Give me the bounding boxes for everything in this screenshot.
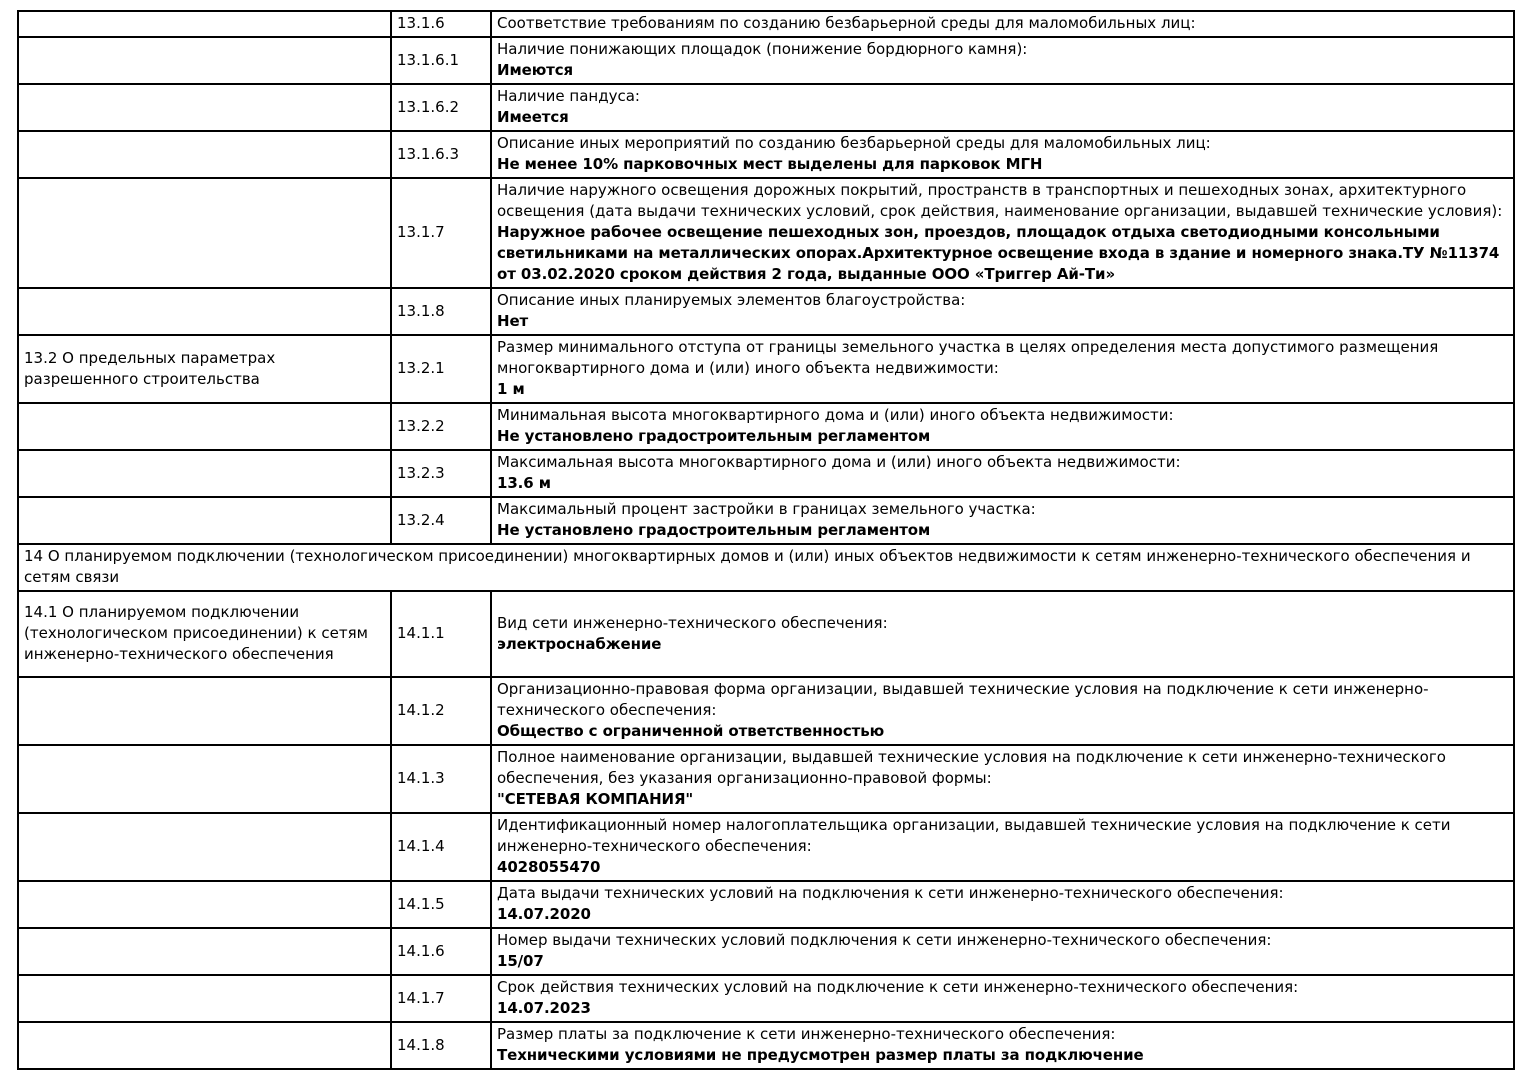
item-number-text: 13.1.8 [397, 301, 445, 320]
table-row [18, 37, 1514, 84]
question-text: Полное наименование организации, выдавшей технические условия на подключение к сети инженерно-технического обеспечения, без указания организационно-правовой формы: [497, 748, 1446, 787]
item-number-cell [391, 813, 491, 881]
item-number-cell [391, 131, 491, 178]
section-header-row [18, 544, 1514, 591]
item-number-cell [391, 745, 491, 813]
section-label-cell [18, 745, 391, 813]
section-label-cell [18, 288, 391, 335]
item-number-text: 14.1.4 [397, 837, 445, 855]
question-text: Организационно-правовая форма организации, выдавшей технические условия на подключение к сети инженерно-технического обеспечения: [497, 680, 1429, 719]
answer-text: 13.6 м [497, 474, 551, 492]
answer-text: 14.07.2020 [497, 905, 591, 923]
table-row [18, 928, 1514, 975]
table-row [18, 497, 1514, 544]
item-number-cell [391, 591, 491, 677]
item-number-cell [391, 928, 491, 975]
table-row [18, 881, 1514, 928]
question-text: Максимальная высота многоквартирного дома и (или) иного объекта недвижимости: [497, 453, 1181, 471]
item-number-text: 13.2.4 [397, 510, 445, 529]
item-content-cell [491, 11, 1514, 37]
question-text: Наличие пандуса: [497, 87, 640, 105]
item-content-cell [491, 178, 1514, 288]
section-label-cell [18, 677, 391, 745]
item-number-cell [391, 403, 491, 450]
section-label-text: 13.2 О предельных параметрах разрешенного строительства [24, 348, 276, 388]
section-label-cell [18, 450, 391, 497]
item-number-cell [391, 1022, 491, 1069]
item-number-cell [391, 288, 491, 335]
answer-text: 4028055470 [497, 858, 601, 876]
question-text: Идентификационный номер налогоплательщика организации, выдавшей технические условия на подключение к сети инженерно-технического обеспечения: [497, 816, 1451, 855]
item-number-text: 13.2.1 [397, 359, 445, 377]
item-content-cell [491, 335, 1514, 403]
item-content-cell [491, 677, 1514, 745]
question-text: Размер минимального отступа от границы земельного участка в целях определения места допустимого размещения многоквартирного дома и (или) иного объекта недвижимости: [497, 338, 1439, 377]
table-row [18, 11, 1514, 37]
table-row [18, 975, 1514, 1022]
item-content-cell [491, 497, 1514, 544]
table-row [18, 288, 1514, 335]
answer-text: Имеются [497, 61, 574, 79]
item-content-cell [491, 745, 1514, 813]
item-content-cell [491, 928, 1514, 975]
section-label-cell [18, 178, 391, 288]
item-content-cell [491, 975, 1514, 1022]
item-content-cell [491, 881, 1514, 928]
section-label-cell [18, 131, 391, 178]
item-content-cell [491, 591, 1514, 677]
item-number-cell [391, 84, 491, 131]
answer-text: электроснабжение [497, 634, 662, 653]
question-text: Максимальный процент застройки в границах земельного участка: [497, 500, 1036, 518]
item-number-cell [391, 497, 491, 544]
item-number-text: 14.1.5 [397, 894, 445, 913]
answer-text: Не установлено градостроительным регламентом [497, 521, 931, 539]
question-text: Дата выдачи технических условий на подключения к сети инженерно-технического обеспечения: [497, 884, 1284, 902]
item-number-text: 13.1.6 [397, 14, 445, 32]
section-label-cell [18, 1022, 391, 1069]
answer-text: Имеется [497, 108, 569, 126]
item-number-text: 13.2.3 [397, 463, 445, 482]
answer-text: 14.07.2023 [497, 999, 591, 1017]
section-label-cell [18, 11, 391, 37]
table-row [18, 178, 1514, 288]
item-number-text: 13.2.2 [397, 416, 445, 435]
item-number-cell [391, 677, 491, 745]
item-number-text: 13.1.7 [397, 223, 445, 241]
answer-text: Наружное рабочее освещение пешеходных зон, проездов, площадок отдыха светодиодными консольными светильниками на металлических опорах.Архитектурное освещение входа в здание и номерного знака.ТУ №11374 от 03.02.2020 сроком действия 2 года, выданные ООО «Триггер Ай-Ти» [497, 223, 1500, 283]
question-text: Описание иных мероприятий по созданию безбарьерной среды для маломобильных лиц: [497, 134, 1211, 152]
section-label-text: 14.1 О планируемом подключении (технологическом присоединении) к сетям инженерно-технического обеспечения [24, 603, 368, 663]
question-text: Наличие понижающих площадок (понижение бордюрного камня): [497, 40, 1028, 58]
section-label-cell [18, 813, 391, 881]
item-number-cell [391, 11, 491, 37]
table-row [18, 591, 1514, 677]
answer-text: Не установлено градостроительным регламентом [497, 427, 931, 445]
table-row [18, 131, 1514, 178]
item-content-cell [491, 37, 1514, 84]
item-number-cell [391, 450, 491, 497]
answer-text: Не менее 10% парковочных мест выделены для парковок МГН [497, 155, 1043, 173]
table-row [18, 450, 1514, 497]
section-label-cell [18, 335, 391, 403]
item-content-cell [491, 288, 1514, 335]
section-label-cell [18, 881, 391, 928]
table-row [18, 1022, 1514, 1069]
answer-text: Нет [497, 312, 529, 330]
section-label-cell [18, 403, 391, 450]
item-content-cell [491, 450, 1514, 497]
item-number-text: 14.1.3 [397, 769, 445, 787]
table-row [18, 745, 1514, 813]
question-text: Срок действия технических условий на подключение к сети инженерно-технического обеспечения: [497, 978, 1299, 996]
answer-text: Техническими условиями не предусмотрен размер платы за подключение [497, 1046, 1144, 1064]
question-text: Вид сети инженерно-технического обеспечения: [497, 613, 888, 632]
question-text: Минимальная высота многоквартирного дома и (или) иного объекта недвижимости: [497, 406, 1174, 424]
item-content-cell [491, 403, 1514, 450]
question-text: Размер платы за подключение к сети инженерно-технического обеспечения: [497, 1025, 1116, 1043]
answer-text: "СЕТЕВАЯ КОМПАНИЯ" [497, 790, 694, 808]
item-number-cell [391, 975, 491, 1022]
table-row [18, 677, 1514, 745]
table-row [18, 403, 1514, 450]
declaration-table [17, 10, 1515, 1070]
item-number-text: 13.1.6.3 [397, 144, 460, 163]
item-content-cell [491, 813, 1514, 881]
declaration-table-body [18, 11, 1514, 1069]
answer-text: 1 м [497, 380, 525, 398]
section-label-cell [18, 37, 391, 84]
question-text: Номер выдачи технических условий подключения к сети инженерно-технического обеспечения: [497, 931, 1272, 949]
section-header-text: 14 О планируемом подключении (технологическом присоединении) многоквартирных домов и (или) иных объектов недвижимости к сетям инженерно-технического обеспечения и сетям связи [24, 547, 1471, 586]
item-content-cell [491, 131, 1514, 178]
item-number-text: 13.1.6.1 [397, 50, 460, 69]
question-text: Наличие наружного освещения дорожных покрытий, пространств в транспортных и пешеходных зонах, архитектурного освещения (дата выдачи технических условий, срок действия, наименование организации, выдавшей технические условия): [497, 181, 1503, 220]
answer-text: Общество с ограниченной ответственностью [497, 722, 885, 740]
item-number-text: 14.1.1 [397, 624, 445, 642]
section-header-cell [18, 544, 1514, 591]
item-content-cell [491, 84, 1514, 131]
table-row [18, 84, 1514, 131]
item-number-text: 14.1.2 [397, 701, 445, 719]
section-label-cell [18, 84, 391, 131]
item-number-cell [391, 178, 491, 288]
item-number-text: 13.1.6.2 [397, 97, 460, 116]
section-label-cell [18, 497, 391, 544]
section-label-cell [18, 928, 391, 975]
item-number-text: 14.1.7 [397, 988, 445, 1007]
answer-text: 15/07 [497, 952, 544, 970]
item-number-text: 14.1.6 [397, 941, 445, 960]
item-number-cell [391, 37, 491, 84]
item-number-text: 14.1.8 [397, 1035, 445, 1054]
table-row [18, 813, 1514, 881]
item-content-cell [491, 1022, 1514, 1069]
question-text: Соответствие требованиям по созданию безбарьерной среды для маломобильных лиц: [497, 14, 1196, 32]
question-text: Описание иных планируемых элементов благоустройства: [497, 291, 966, 309]
section-label-cell [18, 591, 391, 677]
section-label-cell [18, 975, 391, 1022]
item-number-cell [391, 335, 491, 403]
table-row [18, 335, 1514, 403]
item-number-cell [391, 881, 491, 928]
